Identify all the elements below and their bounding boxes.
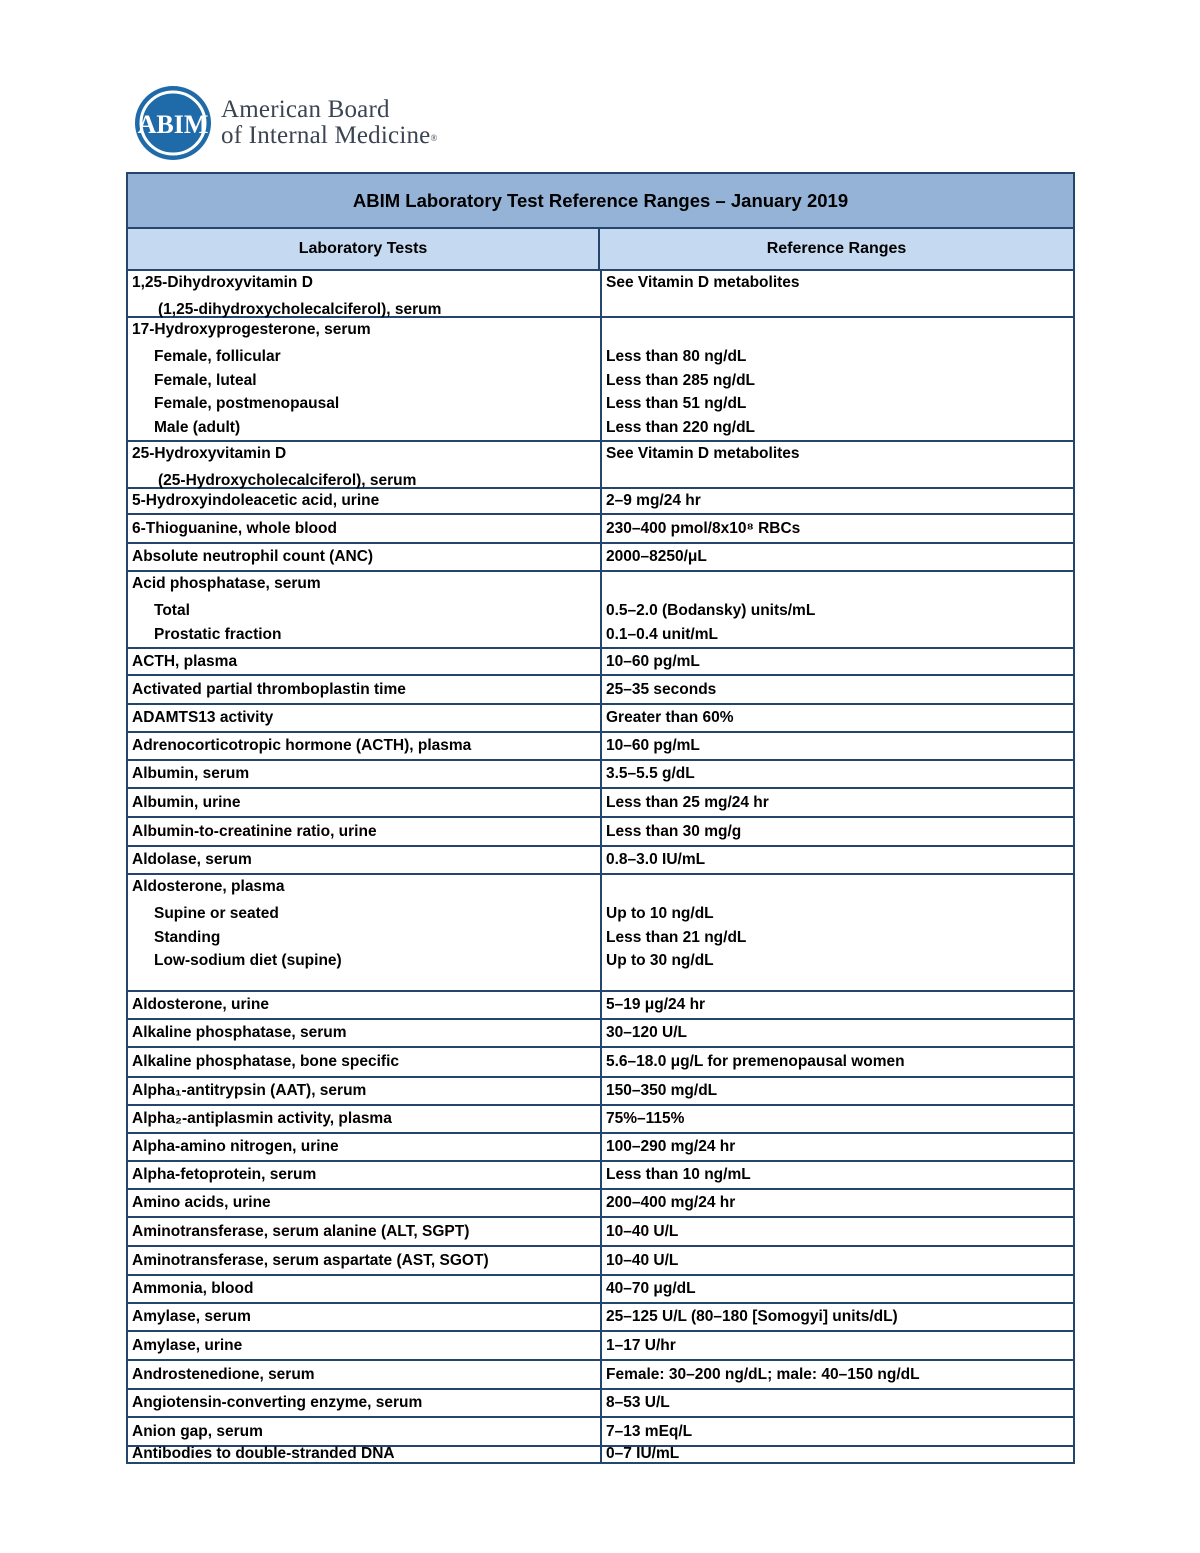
test-name: ADAMTS13 activity (132, 709, 274, 726)
test-name: ACTH, plasma (132, 652, 238, 670)
reference-range: 0.1–0.4 unit/mL (606, 625, 718, 643)
reference-range: 5–19 μg/24 hr (606, 996, 706, 1013)
reference-range: Less than 21 ng/dL (606, 928, 747, 946)
test-subitem: Total (154, 602, 190, 619)
abim-seal-icon (133, 84, 213, 162)
reference-range: 200–400 mg/24 hr (606, 1194, 736, 1211)
test-name: Alpha₂-antiplasmin activity, plasma (132, 1110, 392, 1127)
test-subitem: Supine or seated (154, 905, 279, 922)
test-name: Antibodies to double-stranded DNA (132, 1444, 395, 1462)
test-name: Amylase, serum (132, 1308, 251, 1325)
test-name: Aminotransferase, serum alanine (ALT, SGPT) (132, 1222, 470, 1240)
test-name: 1,25-Dihydroxyvitamin D (132, 274, 313, 291)
test-subitem: Female, luteal (154, 371, 257, 389)
reference-range: Up to 10 ng/dL (606, 905, 714, 922)
reference-range: 0–7 IU/mL (606, 1444, 680, 1462)
test-subitem: Male (adult) (154, 418, 241, 436)
column-header-tests: Laboratory Tests (128, 229, 600, 269)
reference-range: Less than 25 mg/24 hr (606, 793, 769, 811)
reference-range: 10–60 pg/mL (606, 652, 700, 670)
test-subitem: (25-Hydroxycholecalciferol), serum (158, 472, 417, 489)
test-name: Alkaline phosphatase, serum (132, 1024, 347, 1041)
test-name: Aldolase, serum (132, 851, 252, 868)
reference-range: 150–350 mg/dL (606, 1082, 718, 1099)
test-name: Alpha₁-antitrypsin (AAT), serum (132, 1082, 367, 1099)
test-name: Amino acids, urine (132, 1194, 271, 1211)
test-subitem: (1,25-dihydroxycholecalciferol), serum (158, 301, 442, 318)
reference-range: 8–53 U/L (606, 1394, 670, 1411)
test-name: Albumin-to-creatinine ratio, urine (132, 822, 377, 840)
test-name: Amylase, urine (132, 1336, 243, 1354)
test-name: Aldosterone, urine (132, 996, 269, 1013)
test-name: 6-Thioguanine, whole blood (132, 519, 337, 537)
column-header-ranges: Reference Ranges (766, 240, 907, 257)
test-name: Aldosterone, plasma (132, 878, 285, 895)
reference-range: Less than 10 ng/mL (606, 1166, 751, 1183)
reference-range: 3.5–5.5 g/dL (606, 765, 695, 782)
table-title: ABIM Laboratory Test Reference Ranges – January 2019 (128, 174, 1073, 229)
test-name: 5-Hydroxyindoleacetic acid, urine (132, 492, 380, 509)
reference-range: 10–60 pg/mL (606, 737, 700, 754)
reference-range: Less than 220 ng/dL (606, 418, 756, 436)
logo-wordmark (221, 97, 438, 149)
reference-range: 2000–8250/μL (606, 548, 707, 565)
reference-range: Less than 80 ng/dL (606, 348, 747, 365)
logo-line-1: American Board (221, 96, 390, 123)
test-subitem: Female, postmenopausal (154, 395, 340, 412)
test-name: Albumin, urine (132, 793, 241, 811)
reference-range: 0.5–2.0 (Bodansky) units/mL (606, 602, 816, 619)
test-name: Alpha-amino nitrogen, urine (132, 1138, 339, 1155)
reference-range: 0.8–3.0 IU/mL (606, 851, 706, 868)
abim-logo (133, 84, 438, 162)
test-name: 25-Hydroxyvitamin D (132, 445, 287, 462)
reference-range: 30–120 U/L (606, 1024, 687, 1041)
test-name: Adrenocorticotropic hormone (ACTH), plasma (132, 737, 472, 754)
table-header-row (128, 229, 1073, 271)
test-name: Albumin, serum (132, 765, 250, 782)
reference-range: Greater than 60% (606, 709, 734, 726)
reference-range: 10–40 U/L (606, 1251, 679, 1269)
reference-range: Up to 30 ng/dL (606, 952, 714, 969)
reference-range: 100–290 mg/24 hr (606, 1138, 736, 1155)
test-name: Anion gap, serum (132, 1422, 263, 1440)
reference-range: Less than 51 ng/dL (606, 395, 747, 412)
test-name: 17-Hydroxyprogesterone, serum (132, 321, 371, 338)
test-subitem: Standing (154, 928, 221, 946)
reference-range: Female: 30–200 ng/dL; male: 40–150 ng/dL (606, 1365, 920, 1383)
reference-range: 40–70 μg/dL (606, 1280, 696, 1297)
test-name: Ammonia, blood (132, 1280, 254, 1297)
reference-range: 1–17 U/hr (606, 1336, 676, 1354)
reference-range: 7–13 mEq/L (606, 1422, 693, 1440)
reference-range: See Vitamin D metabolites (606, 274, 800, 291)
test-name: Alpha-fetoprotein, serum (132, 1166, 317, 1183)
reference-range: 2–9 mg/24 hr (606, 492, 701, 509)
registered-mark: ® (430, 133, 438, 143)
test-name: Activated partial thromboplastin time (132, 680, 406, 698)
reference-range: Less than 285 ng/dL (606, 371, 756, 389)
test-subitem: Low-sodium diet (supine) (154, 952, 342, 969)
test-name: Alkaline phosphatase, bone specific (132, 1053, 400, 1070)
test-name: Androstenedione, serum (132, 1365, 315, 1383)
reference-range: 25–125 U/L (80–180 [Somogyi] units/dL) (606, 1308, 898, 1325)
reference-range: 230–400 pmol/8x10⁸ RBCs (606, 519, 801, 537)
reference-range: See Vitamin D metabolites (606, 445, 800, 462)
logo-line-2: of Internal Medicine (221, 122, 431, 149)
test-subitem: Female, follicular (154, 348, 281, 365)
column-divider (600, 271, 602, 1462)
reference-range: 10–40 U/L (606, 1222, 679, 1240)
svg-text:ABIM: ABIM (137, 110, 209, 139)
reference-range: 25–35 seconds (606, 680, 717, 698)
reference-range: 75%–115% (606, 1110, 685, 1127)
test-name: Acid phosphatase, serum (132, 575, 321, 592)
reference-table (126, 172, 1075, 1464)
reference-range: 5.6–18.0 μg/L for premenopausal women (606, 1053, 905, 1070)
reference-range: Less than 30 mg/g (606, 822, 742, 840)
test-name: Angiotensin-converting enzyme, serum (132, 1394, 423, 1411)
test-subitem: Prostatic fraction (154, 625, 282, 643)
test-name: Aminotransferase, serum aspartate (AST, SGOT) (132, 1251, 489, 1269)
test-name: Absolute neutrophil count (ANC) (132, 548, 374, 565)
